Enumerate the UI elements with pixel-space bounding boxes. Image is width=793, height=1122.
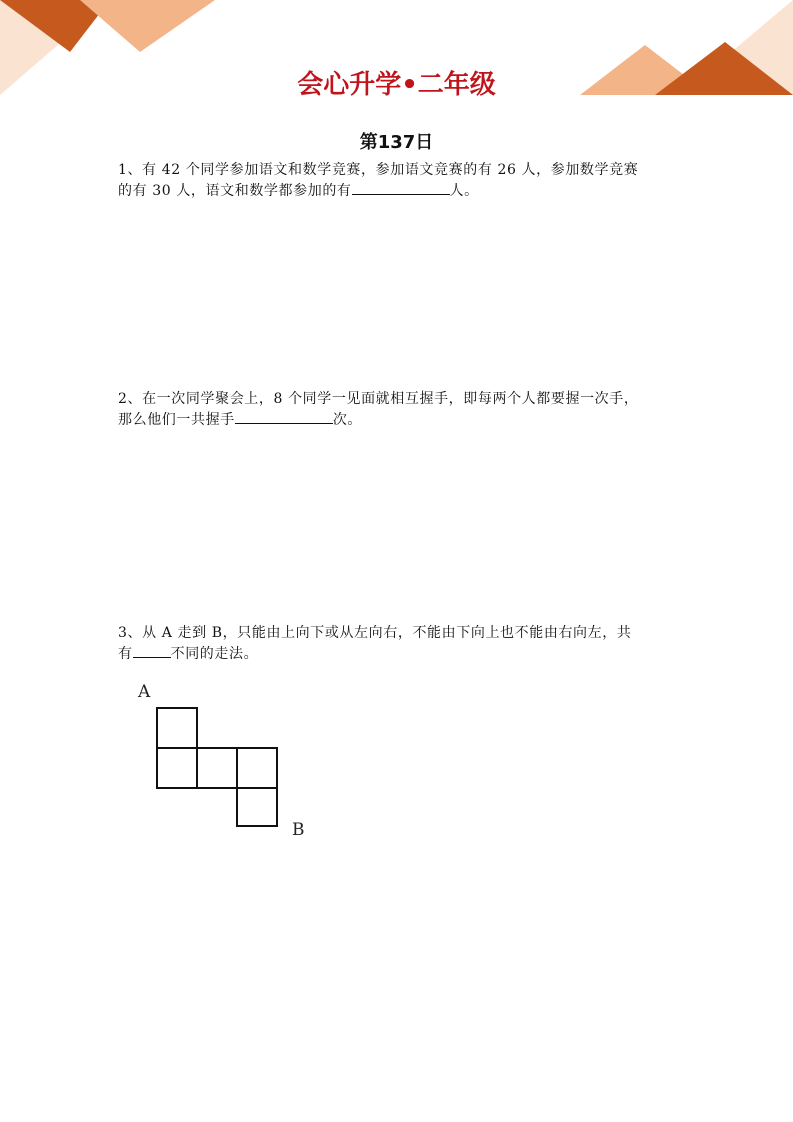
question-1 bbox=[118, 160, 678, 201]
question-2-text-before: 那么他们一共握手 bbox=[118, 412, 235, 428]
question-2-text-after: 次。 bbox=[332, 412, 363, 428]
question-3-line-1: 3、从 A 走到 B，只能由上向下或从左向右，不能由下向上也不能由右向左，共 bbox=[118, 625, 632, 641]
question-3 bbox=[118, 623, 678, 664]
grid-square bbox=[157, 748, 197, 788]
grid-square bbox=[157, 708, 197, 748]
answer-blank-3[interactable] bbox=[133, 643, 171, 658]
question-2-line-2 bbox=[118, 409, 678, 430]
day-title: 第137日 bbox=[359, 132, 434, 153]
question-1-text-before: 的有 30 人，语文和数学都参加的有 bbox=[118, 183, 352, 199]
grid-square bbox=[237, 788, 277, 826]
answer-blank-2[interactable] bbox=[235, 409, 333, 424]
question-1-line-1: 1、有 42 个同学参加语文和数学竞赛，参加语文竞赛的有 26 人，参加数学竞赛 bbox=[118, 162, 639, 178]
path-grid-figure bbox=[150, 700, 290, 830]
grid-square bbox=[197, 748, 237, 788]
question-1-text-after: 人。 bbox=[449, 183, 479, 199]
question-3-text-after: 不同的走法。 bbox=[170, 646, 259, 662]
question-2-line-1: 2、在一次同学聚会上，8 个同学一见面就相互握手，即每两个人都要握一次手， bbox=[118, 391, 639, 407]
question-1-line-2 bbox=[118, 180, 678, 201]
deco-triangle-light-left bbox=[80, 0, 215, 52]
question-3-line-2 bbox=[118, 643, 678, 664]
grid-square bbox=[237, 748, 277, 788]
answer-blank-1[interactable] bbox=[352, 180, 450, 195]
question-2 bbox=[118, 389, 678, 430]
grid-label-b: B bbox=[292, 820, 305, 840]
brand-title: 会心升学•二年级 bbox=[297, 70, 496, 100]
question-3-text-before: 有 bbox=[118, 646, 133, 662]
grid-label-a: A bbox=[138, 682, 151, 702]
